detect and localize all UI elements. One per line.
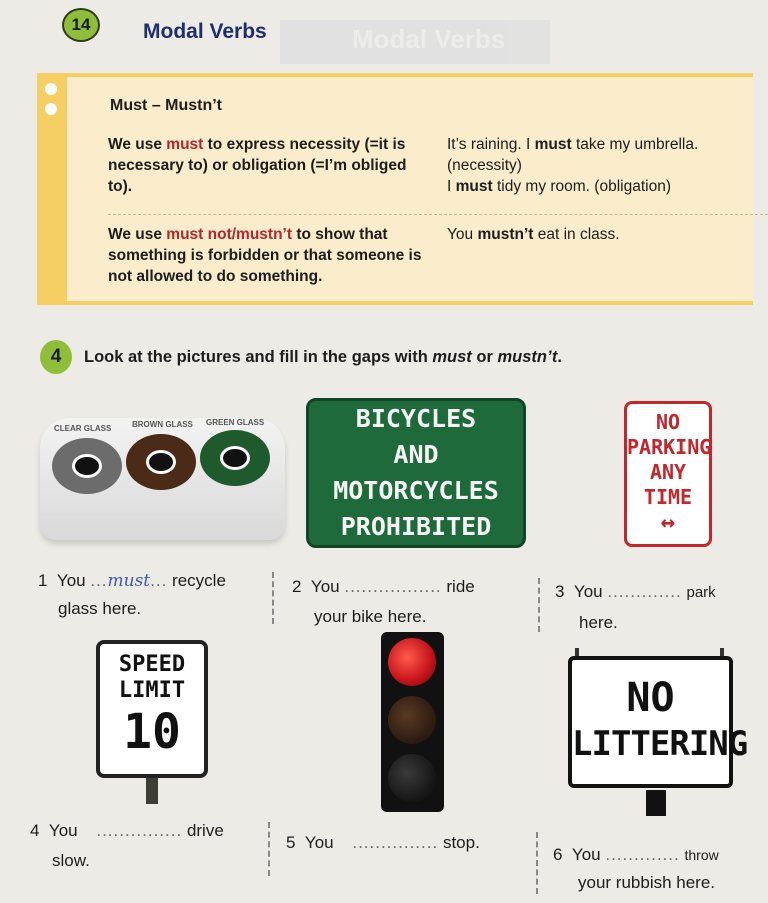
item-text: You [573,582,603,601]
rule-mustnt [108,224,428,287]
item-text: You [571,845,601,864]
amber-lamp [388,696,436,744]
sign-line: SPEED [118,652,186,677]
bin-hole-brown [126,434,196,490]
answer-gap[interactable]: ............... [352,833,439,852]
gap-dots: ... [90,571,108,590]
example-mustnt [447,224,767,245]
item-text: You [56,571,86,590]
sign-line: LITTERING [572,724,748,764]
example-keyword: must [455,178,493,195]
bin-label-clear: CLEAR GLASS [54,424,112,433]
item-text: throw [684,847,719,863]
item-1-line2: glass here. [58,599,142,618]
item-2-line2: your bike here. [314,607,427,626]
item-5 [286,826,480,860]
item-text: drive [186,821,224,840]
grammar-box [37,73,753,305]
unit-title: Modal Verbs [143,20,267,43]
rule-keyword: must not/mustn’t [166,226,293,243]
item-text: park [686,584,716,601]
instruction-text: Look at the pictures and fill in the gaps with [84,348,433,366]
instruction-text: or [471,348,498,366]
bicycles-prohibited-sign [306,398,526,548]
item-number: 2 [292,577,302,596]
bin-hole-green [200,430,270,486]
instruction-must: must [432,348,472,366]
double-arrow-icon: ↔ [660,508,676,536]
answer-gap[interactable]: ............... [96,821,183,840]
item-text: recycle [172,571,226,590]
column-divider [272,572,274,624]
example-line [447,134,768,176]
item-text: You [304,833,334,852]
example-text: eat in class. [533,226,620,243]
column-divider [536,832,538,894]
example-keyword: mustn’t [477,226,534,243]
example-keyword: must [534,136,572,153]
instruction-text: . [557,348,562,366]
instruction-mustnt: mustn’t [497,348,558,366]
item-text: You [310,577,340,596]
grammar-heading: Must – Mustn’t [110,97,222,114]
sign-line: MOTORCYCLES [333,476,499,505]
example-text: You [447,226,478,243]
recycling-bin-image [40,418,285,540]
item-number: 4 [30,821,40,840]
item-number: 5 [286,833,296,852]
speed-limit-sign [96,640,208,778]
item-3-line2: here. [579,613,618,632]
bullet-dot [45,83,57,95]
column-divider [538,578,540,632]
sign-post [646,790,666,816]
item-text: ride [446,577,475,596]
sign-line: NO [655,410,681,434]
example-text: It’s raining. I [447,136,535,153]
gap-dots: ... [150,571,168,590]
item-2 [292,570,475,604]
example-text: take my umbrella. (necessity) [447,136,699,174]
speed-number: 10 [123,704,181,760]
rule-must [108,134,408,197]
item-text: You [48,821,78,840]
answer-input[interactable]: must [107,571,151,591]
sign-pole [146,778,158,804]
sign-line: AND [393,440,439,469]
item-6-line2: your rubbish here. [578,873,716,892]
column-divider [268,822,270,876]
item-4-line2: slow. [52,851,90,870]
rule-text: We use [108,226,167,243]
item-4 [30,814,224,848]
rule-text: We use [108,136,167,153]
bin-label-brown: BROWN GLASS [132,420,193,429]
sign-line: NO [626,675,675,721]
exercise-instruction [84,348,562,367]
ghost-title-band [280,20,550,64]
rule-text: to show that something is forbidden or that someone is not allowed to do something. [108,226,422,285]
example-line [447,176,768,197]
example-must [447,134,768,197]
ghost-title: Modal Verbs [352,24,506,54]
sign-line: TIME [643,485,693,509]
no-littering-sign [568,656,748,788]
rule-keyword: must [166,136,204,153]
unit-number-badge [62,8,100,42]
example-text: tidy my room. (obligation) [492,178,671,195]
sign-line: PROHIBITED [340,512,492,541]
no-parking-sign [624,401,712,547]
sign-line: ANY [649,460,687,484]
sign-line: BICYCLES [355,404,477,433]
answer-gap[interactable]: ................. [344,577,442,596]
item-3 [555,575,716,610]
example-text: I [447,178,456,195]
rule-text: to express necessity (=it is necessary to) or obligation (=I’m obliged to). [108,136,407,195]
item-number: 6 [553,845,563,864]
box-divider [108,214,768,215]
item-number: 1 [38,571,48,590]
item-text: stop. [442,833,480,852]
red-lamp [388,638,436,686]
bin-label-green: GREEN GLASS [206,418,265,427]
green-lamp [388,754,436,802]
traffic-light-image [381,632,444,812]
answer-gap[interactable]: ............. [607,582,682,601]
unit-number: 14 [71,15,91,34]
exercise-number: 4 [50,346,62,367]
sign-line: LIMIT [118,678,186,703]
item-number: 3 [555,582,565,601]
bullet-dot [45,103,57,115]
sign-line: PARKING [627,435,712,459]
answer-gap[interactable]: ............. [605,845,680,864]
exercise-number-badge [40,340,72,374]
bin-hole-clear [52,438,122,494]
